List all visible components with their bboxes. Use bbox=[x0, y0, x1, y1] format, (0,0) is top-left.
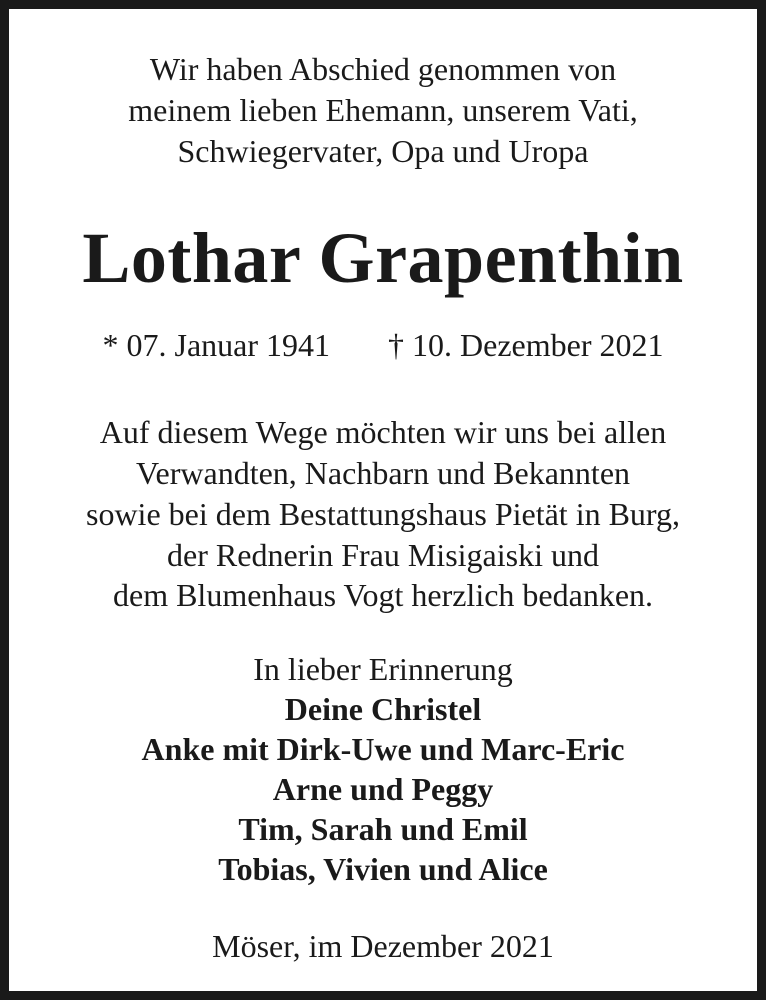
deceased-name: Lothar Grapenthin bbox=[82, 218, 684, 298]
thanks-line: dem Blumenhaus Vogt herzlich bedanken. bbox=[112, 577, 654, 613]
life-dates bbox=[9, 325, 757, 365]
family-member-line: Tobias, Vivien und Alice bbox=[218, 851, 548, 887]
family-member-line: Deine Christel bbox=[284, 691, 482, 727]
family-member-line: Arne und Peggy bbox=[272, 771, 494, 807]
family-member-line: Tim, Sarah und Emil bbox=[238, 811, 528, 847]
family-member-line: Anke mit Dirk-Uwe und Marc-Eric bbox=[141, 731, 625, 767]
remembrance-heading: In lieber Erinnerung bbox=[253, 651, 513, 687]
death-date: † 10. Dezember 2021 bbox=[388, 327, 664, 363]
thanks-line: der Rednerin Frau Misigaiski und bbox=[167, 537, 599, 573]
thanks-line: Verwandten, Nachbarn und Bekannten bbox=[135, 455, 631, 491]
birth-date: * 07. Januar 1941 bbox=[102, 327, 331, 363]
thanks-line: sowie bei dem Bestattungshaus Pietät in Burg, bbox=[85, 496, 680, 532]
intro-line: Schwiegervater, Opa und Uropa bbox=[177, 133, 589, 169]
place-and-date: Möser, im Dezember 2021 bbox=[212, 928, 554, 964]
intro-line: Wir haben Abschied genommen von bbox=[149, 51, 617, 87]
intro-line: meinem lieben Ehemann, unserem Vati, bbox=[128, 92, 638, 128]
thanks-line: Auf diesem Wege möchten wir uns bei allen bbox=[99, 414, 667, 450]
